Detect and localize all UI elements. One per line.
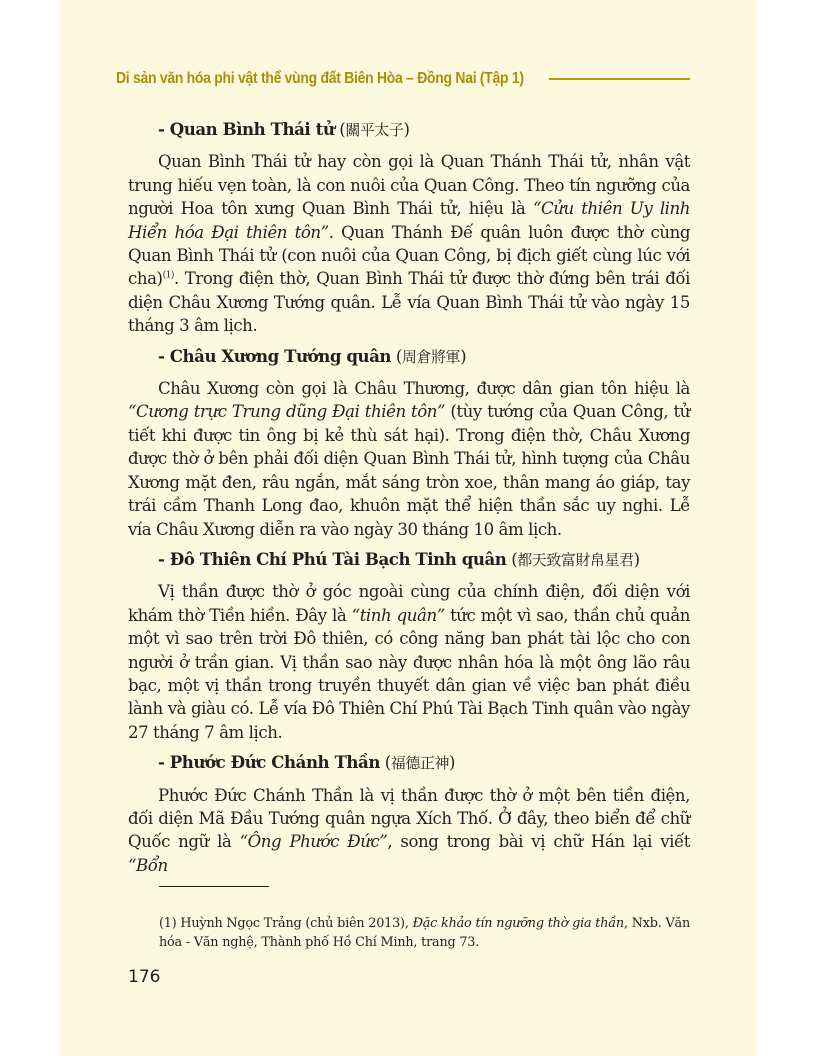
section-paragraph [128,580,690,744]
header-rule [549,78,690,80]
text-run: Quan Bình Thái tử hay còn gọi là Quan Thánh Thái tử, nhân vật trung hiếu vẹn toàn, là con nuôi của Quan Công. Theo tín ngưỡng của người Hoa tôn xưng Quan Bình Thái tử, hiệu là [128,152,690,219]
heading-prefix: - [158,119,170,139]
text-run: , song trong bài vị chữ Hán lại viết [387,832,690,852]
footnote-marker: (1) [162,270,174,281]
italic-run: “Cương trực Trung dũng Đại thiên tôn” [128,402,446,422]
heading-name: Phước Đức Chánh Thần [169,752,380,773]
section-heading: - Đô Thiên Chí Phú Tài Bạch Tinh quân (都天致富財帛星君) [158,548,640,569]
heading-han: 福德正神 [390,754,449,773]
footnote [159,914,690,952]
section-heading: - Phước Đức Chánh Thần (福德正神) [158,752,456,773]
section-heading: - Châu Xương Tướng quân (周倉將軍) [158,345,467,366]
section-paragraph [128,150,690,337]
text-run: (tùy tướng của Quan Công, tử tiết khi được tin ông bị kẻ thù sát hại). Trong điện thờ, Châu Xương được thờ ở bên phải đối diện Quan Bình Thái tử, hình tượng của Châu Xương mặt đen, râu ngắn, mắt sáng tròn xoe, thân mang áo giáp, tay trái cầm Thanh Long đao, khuôn mặt thể hiện thần sắc uy nghi. Lễ vía Châu Xương diễn ra vào ngày 30 tháng 10 âm lịch. [128,402,690,539]
header-title: Di sản văn hóa phi vật thể vùng đất Biên Hòa – Đồng Nai (Tập 1) [116,70,524,87]
heading-han: 都天致富財帛星君 [517,550,634,569]
text-run: Vị thần được thờ ở góc ngoài cùng của chính điện, đối diện với khám thờ Tiền hiền. Đây là [128,582,690,625]
running-header [116,70,690,92]
text-run: (1) Huỳnh Ngọc Trảng (chủ biên 2013), [159,915,413,931]
italic-run: “tinh quân” [351,605,445,625]
section-paragraph [128,784,690,878]
page-number: 176 [128,967,161,987]
heading-han: 關平太子 [345,121,404,139]
text-run: Phước Đức Chánh Thần là vị thần được thờ ở một bên tiền điện, đối diện Mã Đầu Tướng quân ngựa Xích Thố. Ở đây, theo biển để chữ Quốc ngữ là [128,785,690,852]
heading-name: Đô Thiên Chí Phú Tài Bạch Tinh quân [169,548,507,569]
italic-run: “Ông Phước Đức” [239,832,388,852]
heading-prefix: - [158,345,170,366]
heading-name: Châu Xương Tướng quân [169,345,392,366]
text-run: tức một vì sao, thần chủ quản một vì sao trên trời Đô thiên, có công năng ban phát tài lộc cho con người ở trần gian. Vị thần sao này được nhân hóa là một ông lão râu bạc, một vị thần trong truyền thuyết dân gian về việc ban phát điều lành và giàu có. Lễ vía Đô Thiên Chí Phú Tài Bạch Tinh quân vào ngày 27 tháng 7 âm lịch. [128,605,691,742]
section-heading: - Quan Bình Thái tử (關平太子) [158,119,410,139]
text-run: , Nxb. Văn hóa - Văn nghệ, Thành phố Hồ Chí Minh, trang 73. [159,915,690,950]
heading-name: Quan Bình Thái tử [169,119,335,139]
text-run: Châu Xương còn gọi là Châu Thương, được dân gian tôn hiệu là [158,379,690,399]
section-paragraph [128,377,690,541]
italic-run: “Cửu thiên Uy linh Hiển hóa Đại thiên tôn” [128,199,691,242]
text-run: . Trong điện thờ, Quan Bình Thái tử được thờ đứng bên trái đối diện Châu Xương Tướng quân. Lễ vía Quan Bình Thái tử vào ngày 15 tháng 3 âm lịch. [128,269,690,336]
text-run: . Quan Thánh Đế quân luôn được thờ cùng Quan Bình Thái tử (con nuôi của Quan Công, bị địch giết cùng lúc với cha) [128,222,690,289]
body-text [128,118,690,884]
heading-han: 周倉將軍 [401,347,461,366]
italic-run: Đặc khảo tín ngưỡng thờ gia thần [412,915,624,931]
heading-prefix: - [158,548,170,569]
heading-prefix: - [158,752,170,773]
footnote-rule [159,886,269,887]
italic-run: “Bổn [128,855,168,875]
